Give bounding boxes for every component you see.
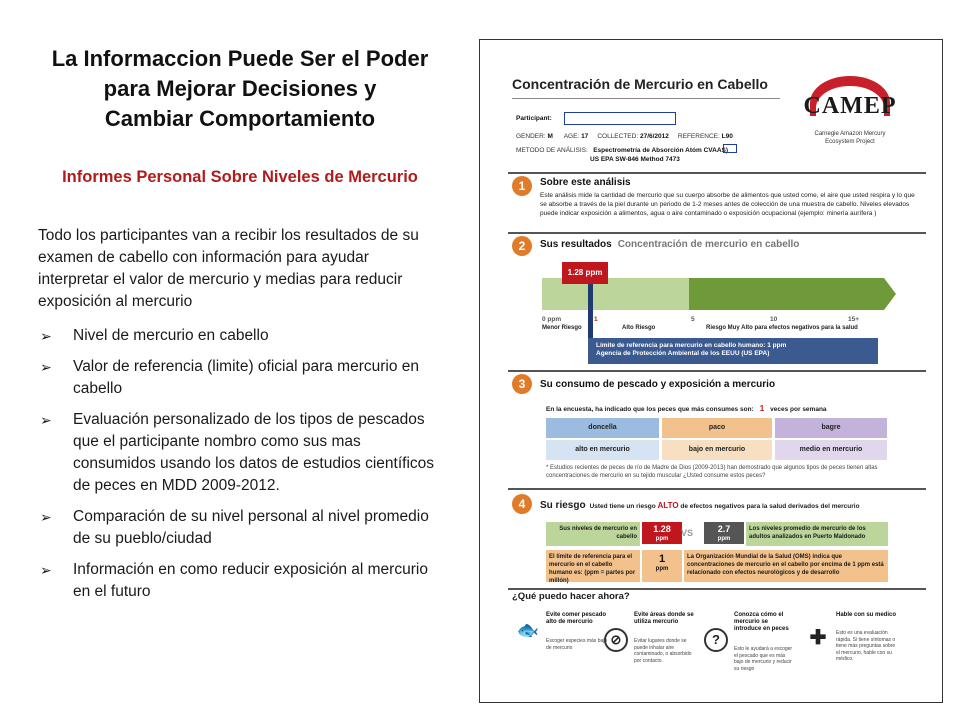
- tick-label: 1: [594, 316, 598, 323]
- average-level-value: 2.7 ppm: [704, 522, 744, 544]
- section-divider: [508, 370, 926, 372]
- your-level-value: 1.28 ppm: [642, 522, 682, 544]
- section-1-text: Este análisis mide la cantidad de mercurio que su cuerpo absorbe de alimentos que usted come, el aire que usted respira y lo que se absorbe a través de la piel durante un periodo de 1-2 meses antes de colección de una muestra de cabello. Niveles elevados puede indicar exposición a alimentos, agua o aire contaminado o exposición ocupacional (ejemplo: minería aurífera ): [540, 192, 915, 217]
- scale-arrow-icon: [884, 278, 896, 310]
- method-highlight-box: [723, 144, 737, 153]
- title-line-2: para Mejorar Decisiones y: [103, 76, 377, 101]
- your-level-label: Sus niveles de mercurio en cabello: [546, 522, 640, 546]
- what-can-i-do-title: ¿Qué puedo hacer ahora?: [512, 591, 630, 602]
- section-4-title: Su riesgo Usted tiene un riesgo ALTO de efectos negativos para la salud derivados del mercurio: [540, 500, 860, 511]
- result-marker: 1.28 ppm: [562, 262, 608, 284]
- fish-level-cell: bajo en mercurio: [662, 440, 772, 460]
- tick-label: 15+: [848, 316, 860, 323]
- section-3-badge: 3: [512, 374, 532, 394]
- section-2-title: Sus resultados Concentración de mercurio en cabello: [540, 239, 800, 250]
- fish-question: En la encuesta, ha indicado que los peces que más consumes son: 1 veces por semana: [546, 404, 827, 413]
- section-2-badge: 2: [512, 236, 532, 256]
- tick-label: 10: [770, 316, 778, 323]
- fish-name-cell: bagre: [775, 418, 887, 438]
- title-line-1: La Informaccion Puede Ser el Poder: [51, 46, 429, 71]
- title-divider: [512, 98, 780, 99]
- section-divider: [508, 232, 926, 234]
- tick-label: 5: [691, 316, 695, 323]
- oms-text: La Organización Mundial de la Salud (OMS) indica que concentraciones de mercurio en el cabello por encima de 1 ppm está relacionado con efectos neurológicos y de desarrollo: [684, 550, 888, 582]
- subtitle: Informes Personal Sobre Niveles de Mercurio: [62, 168, 418, 186]
- tick-label: 0 ppm: [542, 316, 562, 323]
- section-1-badge: 1: [512, 176, 532, 196]
- fish-level-cell: alto en mercurio: [546, 440, 659, 460]
- no-mercury-icon: ⊘: [604, 628, 628, 652]
- list-item: ➢ Nivel de mercurio en cabello: [38, 325, 450, 347]
- section-divider: [508, 588, 926, 590]
- list-item: ➢ Evaluación personalizado de los tipos de pescados que el participante nombro como sus mas consumidos usando los datos de estudios científicos de peces en MDD 2009-2012.: [38, 409, 450, 497]
- vs-label: VS: [681, 528, 694, 538]
- section-divider: [508, 172, 926, 174]
- risk-high-label: Alto Riesgo: [622, 325, 656, 331]
- arrow-bullet-icon: ➢: [40, 509, 52, 525]
- fish-hook-icon: 🐟: [516, 620, 540, 640]
- title-line-3: Cambiar Comportamiento: [104, 106, 376, 131]
- average-level-label: Los niveles promedio de mercurio de los adultos analizados en Puerto Maldonado: [746, 522, 888, 546]
- question-icon: ?: [704, 628, 728, 652]
- arrow-bullet-icon: ➢: [40, 328, 52, 344]
- list-item: ➢ Comparación de su nivel personal al nivel promedio de su pueblo/ciudad: [38, 506, 450, 550]
- mercury-report-image: Concentración de Mercurio en Cabello Participant: GENDER: M AGE: 17 COLLECTED: 27/6/2012 REFERENCE: L90 METODO DE ANÁLISIS: Espectrometría de Absorción Atóm CVAAS) US EPA SW-846 Method 7473 CAMEP Carnegie Amazon Mercury Ecosystem Project 1 Sobre este análisis Este análisis mide la cantidad de mercurio que su cuerpo absorbe de alimentos que usted come, el aire que usted respira y lo que se absorbe a través de la piel durante un periodo de 1-2 meses antes de colección de una muestra de cabello. Niveles elevados puede indicar exposición a alimentos, agua o aire contaminado o exposición ocupacional (ejemplo: minería aurífera ) 2 Sus resultados Concentración de mercurio en cabello 1.28 ppm 0 ppm 1 5 10 15+ Menor Riesgo Alto Riesgo Riesgo Muy Alto para efectos negativos para la salud Límite de referencia para mercurio en cabello humano: 1 ppm Agencia de Protección Ambiental de los EEUU (US EPA) 3 Su consumo de pescado y exposición a mercurio En la encuesta, ha indicado que los peces que más consumes son: 1 veces por semana doncella paco bagre alto en mercurio bajo en mercurio medio en mercurio * Estudios recientes de peces de río de Madre de Dios (2009-2013) han demostrado que algunos tipos de peces tienen altas concentraciones de mercurio en su tejido muscular ¿Usted consume estos peces? 4 Su riesgo Usted tiene un riesgo ALTO de efectos negativos para la salud derivados del mercurio Sus niveles de mercurio en cabello 1.28 ppm VS 2.7 ppm Los niveles promedio de mercurio de los adultos analizados en Puerto Maldonado El límite de referencia para el mercurio en el cabello humano es: (ppm = partes por millón) 1 ppm La Organización Mundial de la Salud (OMS) indica que concentraciones de mercurio en el cabello por encima de 1 ppm está relacionado con efectos neurológicos y de desarrollo ¿Qué puedo hacer ahora? 🐟 Evite comer pescado alto de mercurio Escoger especies más bajo de mercurio ⊘ Evite áreas donde se utiliza mercurio Evitar lugares donde se puede inhalar aire contaminado, o absorbido por contacto. ? Conozca cómo el mercurio se introduce en peces Esto le ayudará a escoger el pescado que es más bajo de mercurio y reducir su riesgo ✚ Hable con su medico Esto es una evaluación rápida. Si tiene síntomas o tiene más preguntas sobre el mercurio, hable con su médico.: [479, 39, 943, 703]
- left-text-column: [30, 44, 450, 612]
- arrow-bullet-icon: ➢: [40, 359, 52, 375]
- section-4-badge: 4: [512, 494, 532, 514]
- camep-logo-subtitle: Carnegie Amazon Mercury Ecosystem Project: [814, 131, 886, 145]
- demographics-row: GENDER: M AGE: 17 COLLECTED: 27/6/2012 REFERENCE: L90: [516, 133, 733, 140]
- method-row: METODO DE ANÁLISIS: Espectrometría de Absorción Atóm CVAAS): [516, 147, 729, 154]
- participant-row: Participant:: [516, 115, 552, 122]
- arrow-bullet-icon: ➢: [40, 412, 52, 428]
- list-item: ➢ Valor de referencia (limite) oficial para mercurio en cabello: [38, 356, 450, 400]
- camep-logo: CAMEP: [803, 93, 897, 119]
- result-marker-stem: [588, 284, 593, 344]
- reference-limit-bar: Límite de referencia para mercurio en cabello humano: 1 ppm Agencia de Protección Ambiental de los EEUU (US EPA): [588, 338, 878, 364]
- section-divider: [508, 488, 926, 490]
- scale-high-risk-bar: [689, 278, 884, 310]
- report-title: Concentración de Mercurio en Cabello: [512, 76, 768, 92]
- fish-name-cell: doncella: [546, 418, 659, 438]
- main-title: [30, 44, 450, 134]
- bullet-list: [38, 325, 450, 603]
- method-row-2: US EPA SW-846 Method 7473: [590, 156, 680, 163]
- intro-paragraph: Todo los participantes van a recibir los resultados de su examen de cabello con información para ayudar interpretar el valor de mercurio y medias para reducir exposición al mercurio: [38, 227, 419, 310]
- limit-value: 1 ppm: [642, 550, 682, 582]
- section-3-title: Su consumo de pescado y exposición a mercurio: [540, 379, 776, 390]
- section-1-title: Sobre este análisis: [540, 177, 631, 188]
- risk-very-high-label: Riesgo Muy Alto para efectos negativos para la salud: [706, 325, 858, 331]
- risk-low-label: Menor Riesgo: [542, 325, 582, 331]
- fish-name-cell: paco: [662, 418, 772, 438]
- medical-star-icon: ✚: [809, 627, 827, 649]
- participant-highlight-box: [564, 112, 676, 125]
- fish-level-cell: medio en mercurio: [775, 440, 887, 460]
- list-item: ➢ Información en como reducir exposición al mercurio en el futuro: [38, 559, 450, 603]
- arrow-bullet-icon: ➢: [40, 562, 52, 578]
- fish-note: * Estudios recientes de peces de río de Madre de Dios (2009-2013) han demostrado que algunos tipos de peces tienen altas concentraciones de mercurio en su tejido muscular ¿Usted consume estos peces?: [546, 465, 878, 479]
- limit-label: El límite de referencia para el mercurio en el cabello humano es: (ppm = partes por millón): [546, 550, 640, 582]
